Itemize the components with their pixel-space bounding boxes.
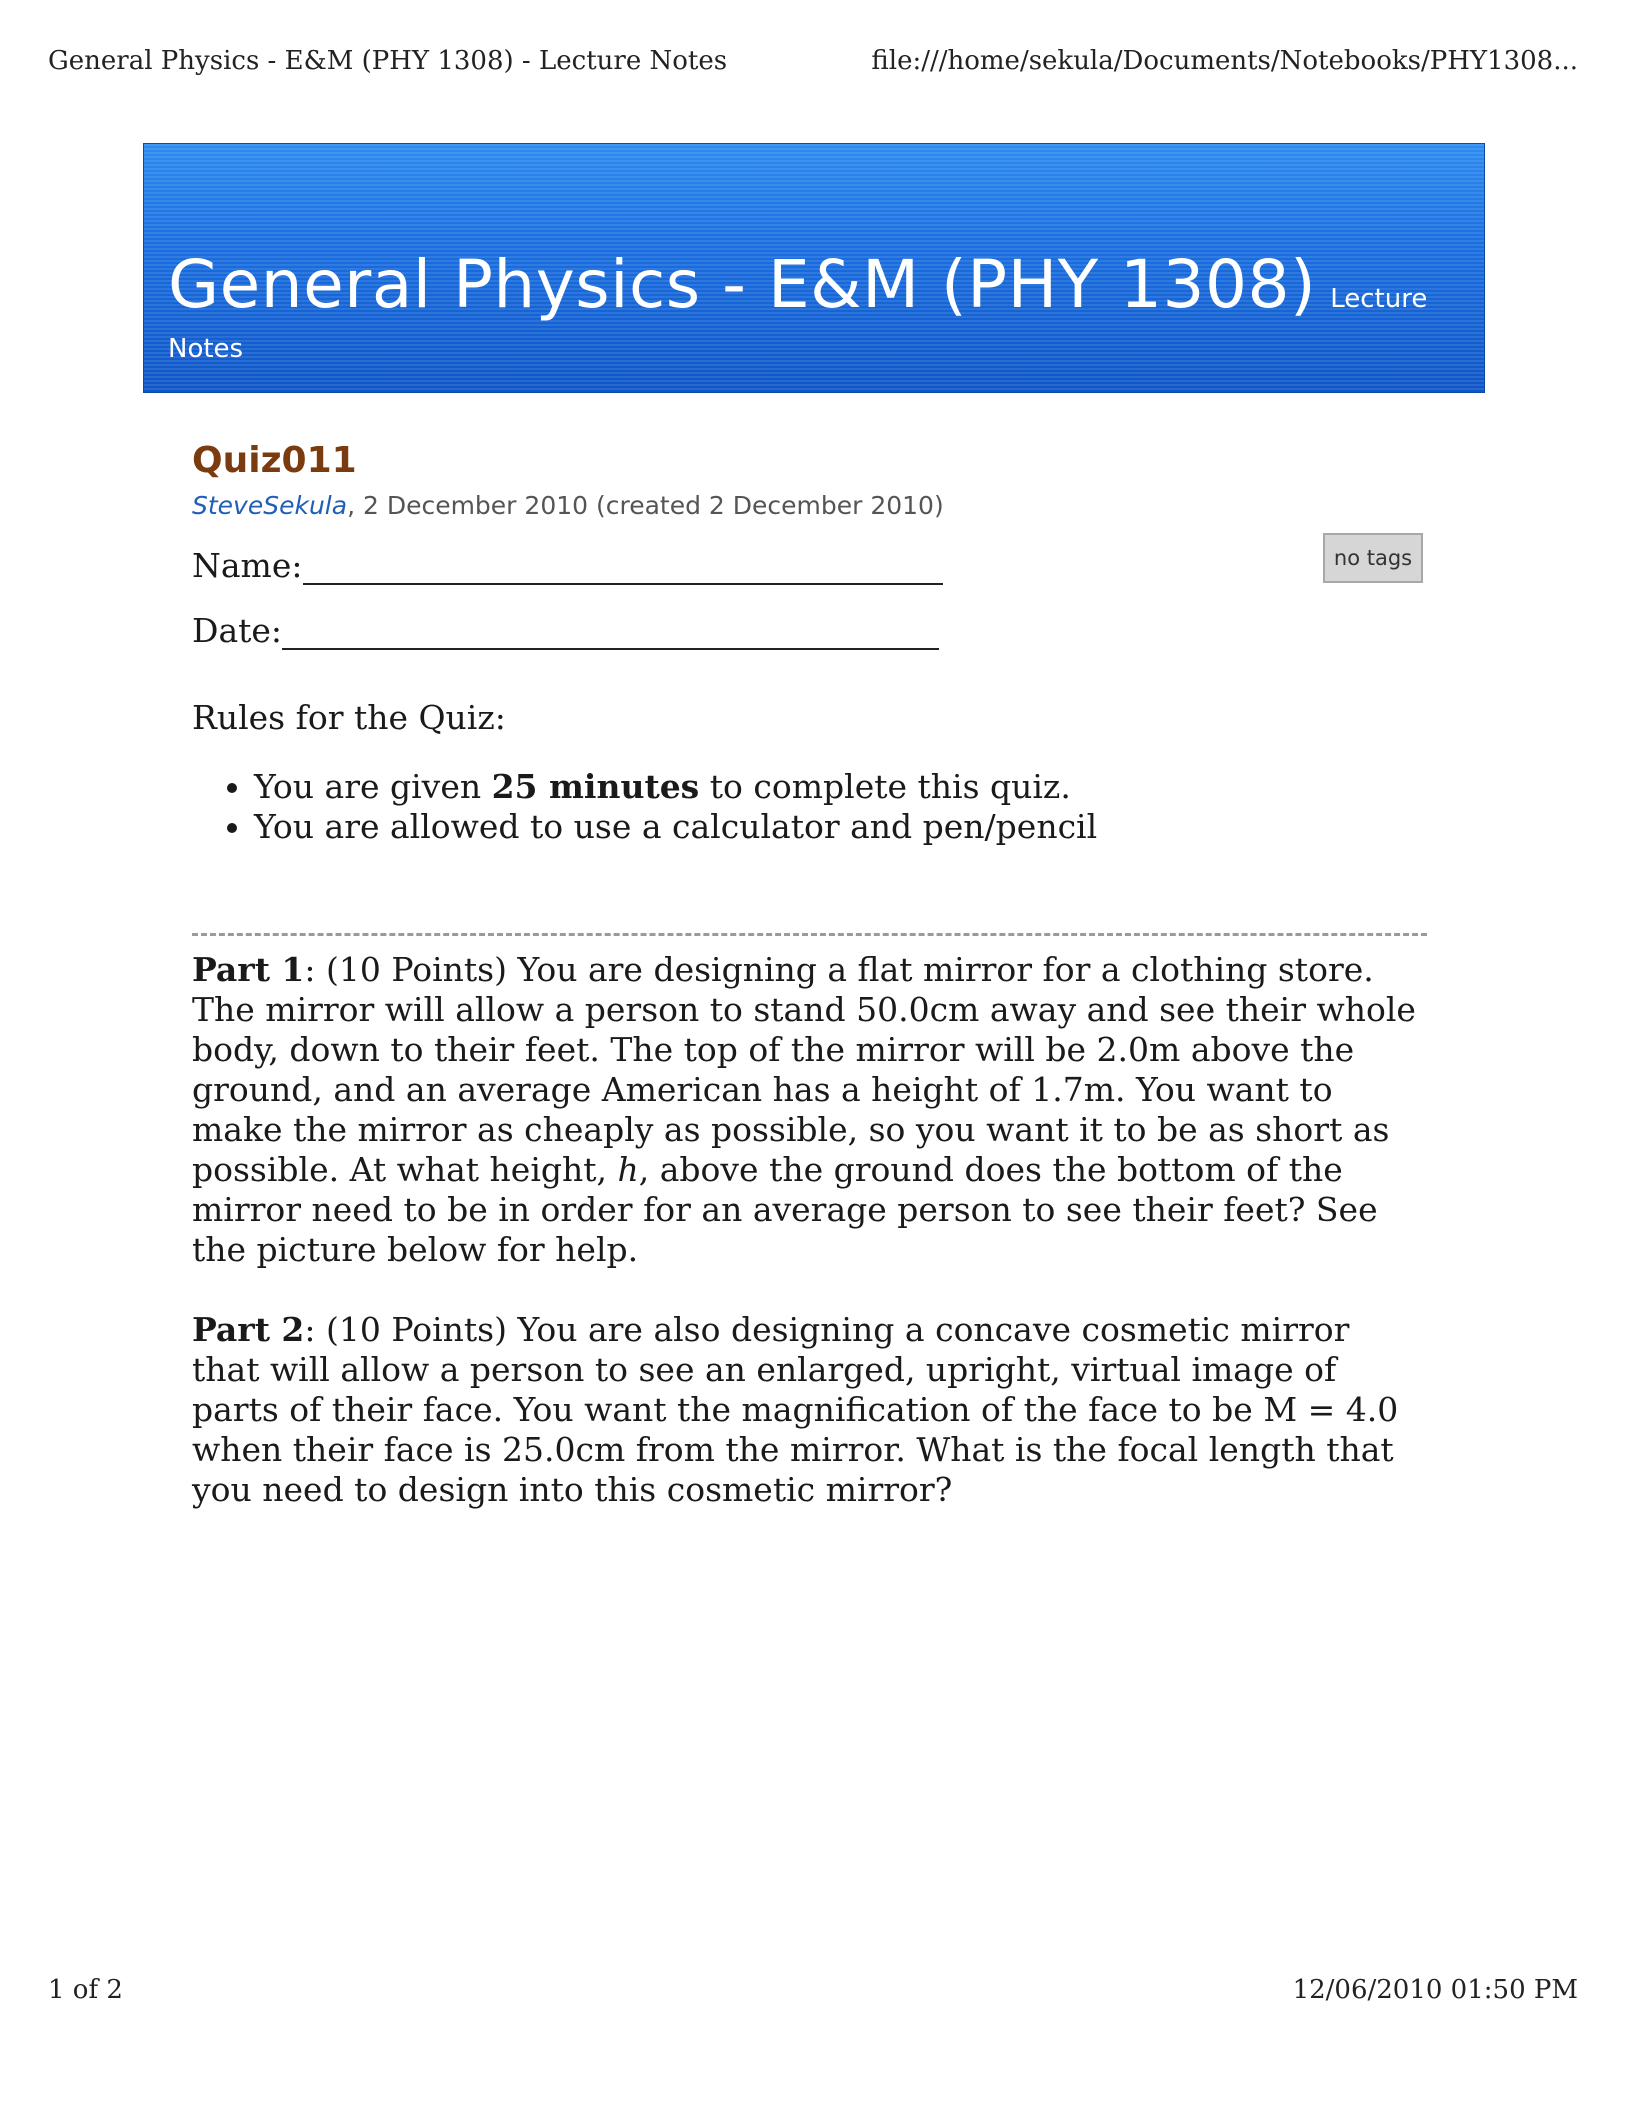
date-field	[192, 611, 1427, 650]
name-field	[192, 546, 1427, 585]
part1-label: Part 1	[192, 950, 305, 989]
banner-title: General Physics - E&M (PHY 1308)	[168, 246, 1317, 323]
rule-time-pre: You are given	[254, 767, 492, 806]
rule-time-limit: 25 minutes	[491, 767, 700, 806]
date-blank-line	[282, 618, 939, 650]
note-date-info: , 2 December 2010 (created 2 December 2010)	[347, 491, 944, 520]
section-divider	[192, 933, 1427, 936]
note-title: Quiz011	[192, 440, 357, 481]
part1-person-height: 1.7m	[1031, 1070, 1115, 1109]
print-timestamp: 12/06/2010 01:50 PM	[1292, 1975, 1578, 2005]
banner-subtitle-part1: Lecture	[1330, 284, 1428, 314]
author-link[interactable]: SteveSekula	[192, 491, 348, 520]
part1-question	[192, 950, 1427, 1270]
rules-heading: Rules for the Quiz:	[192, 698, 506, 737]
part1-mirror-top: 2.0m	[1096, 1030, 1181, 1069]
note-meta	[192, 491, 1427, 520]
banner-title-line	[168, 246, 1464, 323]
part1-text-d: . You want to make the mirror as cheaply as possible, so you want it to be as short as possible. At what height,	[192, 1070, 1390, 1189]
name-label: Name:	[192, 546, 303, 585]
part2-text-c: from the mirror. What is the focal length that you need to design into this cosmetic mirror?	[192, 1430, 1394, 1509]
rule-time-post: to complete this quiz.	[699, 767, 1071, 806]
tags-button[interactable]: no tags	[1323, 533, 1423, 583]
part1-distance: 50.0cm	[856, 990, 980, 1029]
print-header	[48, 46, 1578, 76]
date-label: Date:	[192, 611, 283, 650]
note-content	[192, 440, 1427, 1510]
part2-label: Part 2	[192, 1310, 305, 1349]
part1-text-e: , above the ground does the bottom of the mirror need to be in order for an average person to see their feet? See the picture below for help.	[192, 1150, 1378, 1269]
print-header-url: file:///home/sekula/Documents/Notebooks/PHY1308...	[871, 46, 1578, 76]
print-header-title: General Physics - E&M (PHY 1308) - Lecture Notes	[48, 46, 728, 76]
rule-item-time	[254, 767, 1427, 807]
part1-text-a: : (10 Points) You are designing a flat mirror for a clothing store. The mirror will allow a person to stand	[192, 950, 1374, 1029]
part1-variable-h: h	[617, 1150, 639, 1189]
part2-face-distance: 25.0cm	[502, 1430, 626, 1469]
rules-list	[192, 767, 1427, 847]
site-banner	[143, 143, 1485, 393]
part2-text-a: : (10 Points) You are also designing a concave cosmetic mirror that will allow a person to see an enlarged, upright, virtual image of parts of their face. You want the magnification of the face to be	[192, 1310, 1350, 1429]
page-number: 1 of 2	[48, 1975, 123, 2005]
banner-subtitle-part2: Notes	[168, 334, 244, 364]
part2-magnification: M = 4.0	[1263, 1390, 1399, 1429]
part2-text-b: when their face is	[192, 1430, 503, 1469]
part1-text-c: above the ground, and an average American has a height of	[192, 1030, 1355, 1109]
rule-item-tools: • You are allowed to use a calculator and pen/pencil	[254, 807, 1427, 847]
part1-text-b: away and see their whole body, down to their feet. The top of the mirror will be	[192, 990, 1416, 1069]
name-blank-line	[303, 553, 943, 585]
print-footer	[48, 1975, 1578, 2005]
part2-question	[192, 1310, 1427, 1510]
